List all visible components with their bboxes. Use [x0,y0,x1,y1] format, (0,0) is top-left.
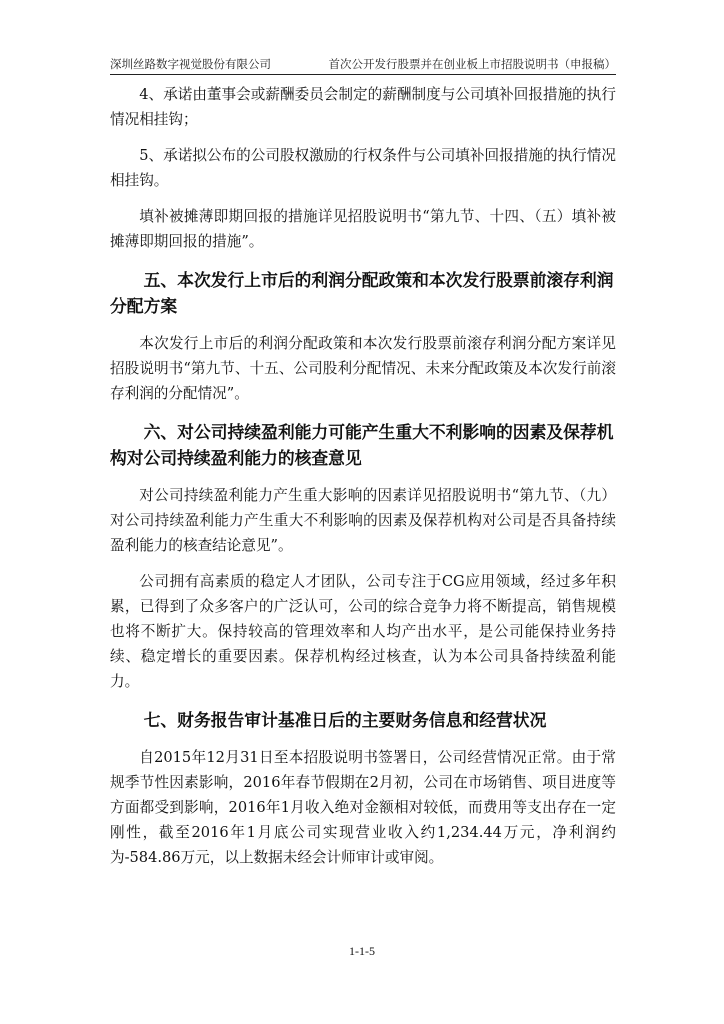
paragraph-post-audit-financials: 自2015年12月31日至本招股说明书签署日，公司经营情况正常。由于常规季节性因素影响，2016年春节假期在2月初，公司在市场销售、项目进度等方面都受到影响，2016年1月收入绝对金额相对较低，而费用等支出存在一定刚性，截至2016年1月底公司实现营业收入约1,234.44万元，净利润约为-584.86万元，以上数据未经会计师审计或审阅。 [110,749,616,866]
section-heading-7: 七、财务报告审计基准日后的主要财务信息和经营状况 [143,710,547,730]
paragraph-profitability-factors: 对公司持续盈利能力产生重大影响的因素详见招股说明书“第九节、（九）对公司持续盈利能力产生重大不利影响的因素及保荐机构对公司是否具备持续盈利能力的核查结论意见”。 [110,487,616,554]
section-heading-5: 五、本次发行上市后的利润分配政策和本次发行股票前滚存利润分配方案 [110,270,614,316]
header-document-title: 首次公开发行股票并在创业板上市招股说明书（申报稿） [328,57,616,71]
document-body [110,82,616,870]
header-company-name: 深圳丝路数字视觉股份有限公司 [110,57,271,71]
paragraph-dividend-policy: 本次发行上市后的利润分配政策和本次发行股票前滚存利润分配方案详见招股说明书“第九节、十五、公司股利分配情况、未来分配政策及本次发行前滚存利润的分配情况”。 [110,335,616,402]
paragraph-commitment-5: 5、承诺拟公布的公司股权激励的行权条件与公司填补回报措施的执行情况相挂钩。 [110,147,616,189]
section-heading-6: 六、对公司持续盈利能力可能产生重大不利影响的因素及保荐机构对公司持续盈利能力的核查意见 [110,422,614,468]
paragraph-commitment-4: 4、承诺由董事会或薪酬委员会制定的薪酬制度与公司填补回报措施的执行情况相挂钩； [110,86,616,128]
paragraph-sponsor-opinion: 公司拥有高素质的稳定人才团队，公司专注于CG应用领域，经过多年积累，已得到了众多客户的广泛认可，公司的综合竞争力将不断提高，销售规模也将不断扩大。保持较高的管理效率和人均产出水平，是公司能保持业务持续、稳定增长的重要因素。保荐机构经过核查，认为本公司具备持续盈利能力。 [110,573,616,690]
page-header [110,56,616,75]
paragraph-dilution-measures: 填补被摊薄即期回报的措施详见招股说明书“第九节、十四、（五）填补被摊薄即期回报的措施”。 [110,208,616,250]
page-number: 1-1-5 [349,944,375,958]
